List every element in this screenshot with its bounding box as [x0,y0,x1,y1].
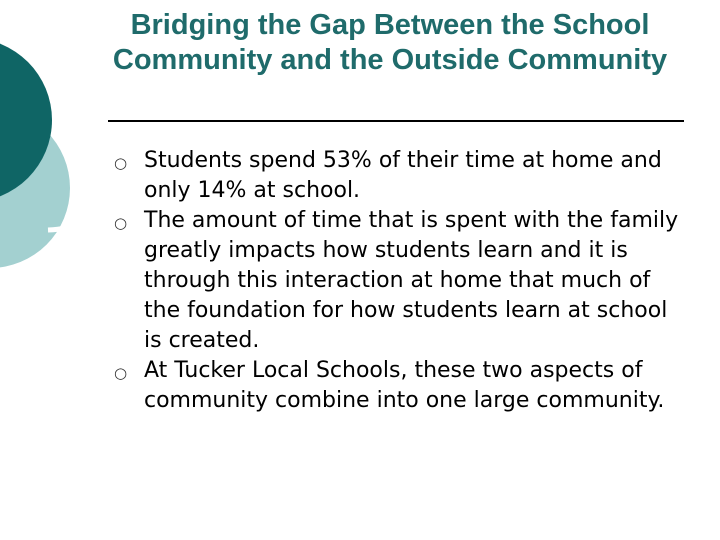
bullet-item [114,356,684,416]
title-underline [108,120,684,122]
hollow-circle-bullet-icon: ○ [114,154,128,172]
bullet-item [114,206,684,356]
bullet-text: Students spend 53% of their time at home and only 14% at school. [144,148,662,203]
hollow-circle-bullet-icon: ○ [114,214,128,232]
hollow-circle-bullet-icon: ○ [114,364,128,382]
bullet-list [114,146,684,416]
slide-title: Bridging the Gap Between the School Community and the Outside Community [112,9,668,76]
bullet-text: At Tucker Local Schools, these two aspects of community combine into one large community. [144,358,665,413]
bullet-item [114,146,684,206]
bullet-text: The amount of time that is spent with the family greatly impacts how students learn and it is through this interaction at home that much of the foundation for how students learn at school is created. [144,208,679,353]
